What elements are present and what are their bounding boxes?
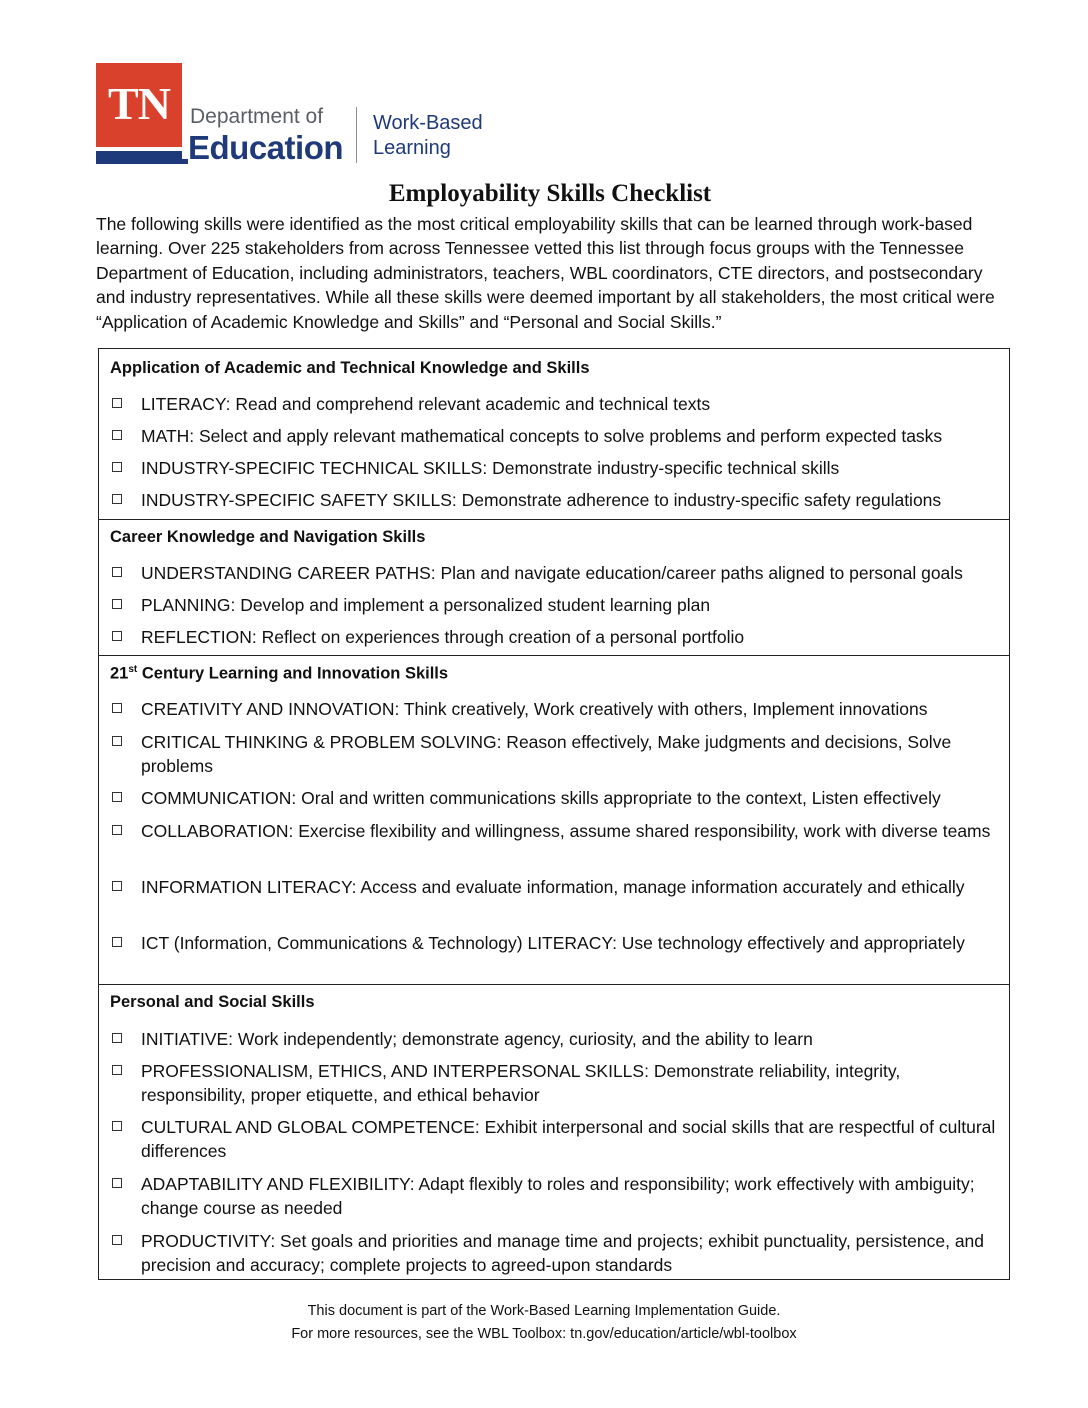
logo-unit-line1: Work-Based [373,112,483,134]
skills-checklist [98,348,1010,1280]
item-text: PRODUCTIVITY: Set goals and priorities and manage time and projects; exhibit punctuality, persistence, and precision and accuracy; complete projects to agreed-upon standards [141,1231,985,1276]
checkbox-icon[interactable] [112,1033,122,1043]
tn-doe-logo [96,63,496,164]
item-text: MATH: Select and apply relevant mathematical concepts to solve problems and perform expected tasks [141,426,943,446]
item-text: CREATIVITY AND INNOVATION: Think creatively, Work creatively with others, Implement innovations [141,699,928,719]
checkbox-icon[interactable] [112,494,122,504]
checkbox-icon[interactable] [112,1235,122,1245]
checkbox-icon[interactable] [112,703,122,713]
checkbox-icon[interactable] [112,937,122,947]
item-text: PROFESSIONALISM, ETHICS, AND INTERPERSONAL SKILLS: Demonstrate reliability, integrity, responsibility, proper etiquette, and ethical behavior [141,1061,901,1106]
item-text: COLLABORATION: Exercise flexibility and willingness, assume shared responsibility, work with diverse teams [141,821,991,841]
section-academic-technical [99,349,1009,519]
checkbox-icon[interactable] [112,736,122,746]
section-21st-century [99,655,1009,985]
checkbox-icon[interactable] [112,599,122,609]
item-text: REFLECTION: Reflect on experiences through creation of a personal portfolio [141,627,745,647]
item-text: INDUSTRY-SPECIFIC SAFETY SKILLS: Demonstrate adherence to industry-specific safety regulations [141,490,942,510]
item-text: UNDERSTANDING CAREER PATHS: Plan and navigate education/career paths aligned to personal goals [141,563,963,583]
item-text: CRITICAL THINKING & PROBLEM SOLVING: Reason effectively, Make judgments and decisions, Solve problems [141,732,952,777]
checkbox-icon[interactable] [112,881,122,891]
item-text: ICT (Information, Communications & Technology) LITERACY: Use technology effectively and appropriately [141,933,965,953]
item-text: INITIATIVE: Work independently; demonstrate agency, curiosity, and the ability to learn [141,1029,813,1049]
section-heading: Application of Academic and Technical Knowledge and Skills [110,359,590,377]
logo-unit-line2: Learning [373,137,451,159]
intro-paragraph: The following skills were identified as the most critical employability skills that can be learned through work-based learning. Over 225 stakeholders from across Tennessee vetted this list through focus groups with the Tennessee Department of Education, including administrators, teachers, WBL coordinators, CTE directors, and postsecondary and industry representatives. While all these skills were deemed important by all stakeholders, the most critical were “Application of Academic Knowledge and Skills” and “Personal and Social Skills.” [96,214,995,332]
section-heading: 21st Century Learning and Innovation Skills [110,664,449,683]
tn-logo-block [96,63,182,164]
item-text: PLANNING: Develop and implement a personalized student learning plan [141,595,711,615]
checkbox-icon[interactable] [112,825,122,835]
item-text: ADAPTABILITY AND FLEXIBILITY: Adapt flexibly to roles and responsibility; work effectively with ambiguity; change course as needed [141,1174,975,1219]
footer-line1: This document is part of the Work-Based Learning Implementation Guide. [307,1303,781,1319]
logo-education: Education [188,129,344,166]
page-footer [0,1300,1088,1346]
checkbox-icon[interactable] [112,631,122,641]
item-text: CULTURAL AND GLOBAL COMPETENCE: Exhibit interpersonal and social skills that are respectful of cultural differences [141,1117,996,1162]
checkbox-icon[interactable] [112,398,122,408]
checkbox-icon[interactable] [112,1065,122,1075]
item-text: INFORMATION LITERACY: Access and evaluate information, manage information accurately and ethically [141,877,965,897]
section-career-navigation [99,519,1009,656]
logo-divider [356,107,357,163]
checkbox-icon[interactable] [112,1121,122,1131]
checkbox-icon[interactable] [112,567,122,577]
item-text: INDUSTRY-SPECIFIC TECHNICAL SKILLS: Demonstrate industry-specific technical skills [141,458,840,478]
item-text: COMMUNICATION: Oral and written communications skills appropriate to the context, Listen effectively [141,788,941,808]
item-text: LITERACY: Read and comprehend relevant academic and technical texts [141,394,711,414]
section-personal-social [99,984,1009,1282]
section-heading: Career Knowledge and Navigation Skills [110,528,426,546]
checkbox-icon[interactable] [112,1178,122,1188]
section-heading: Personal and Social Skills [110,993,315,1011]
checkbox-icon[interactable] [112,430,122,440]
checkbox-icon[interactable] [112,462,122,472]
page-title: Employability Skills Checklist [388,180,712,207]
checkbox-icon[interactable] [112,792,122,802]
tn-logo-text: TN [108,78,170,129]
footer-line2: For more resources, see the WBL Toolbox: tn.gov/education/article/wbl-toolbox [291,1326,797,1342]
logo-department: Department of [190,105,324,128]
